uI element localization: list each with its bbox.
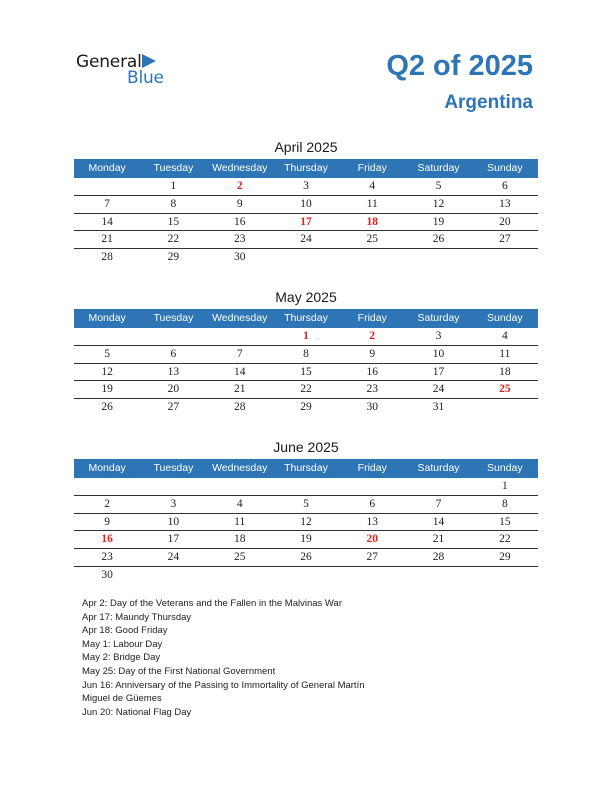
holiday-note: Apr 17: Maundy Thursday bbox=[82, 611, 192, 623]
day-cell: 20 bbox=[366, 533, 379, 546]
day-cell: 21 bbox=[233, 383, 246, 396]
day-cell: 3 bbox=[435, 330, 442, 342]
week-row bbox=[74, 381, 538, 399]
day-cell: 29 bbox=[300, 401, 312, 414]
week-row bbox=[74, 231, 538, 249]
day-cell: 15 bbox=[300, 365, 312, 378]
empty-day-cell bbox=[207, 328, 273, 345]
empty-day-cell bbox=[273, 249, 339, 266]
month-title: June 2025 bbox=[273, 439, 339, 455]
day-cell: 24 bbox=[432, 383, 445, 396]
weekday-header: Monday bbox=[88, 162, 126, 174]
holiday-note: May 2: Bridge Day bbox=[82, 652, 161, 664]
empty-day-cell bbox=[140, 567, 206, 584]
day-cell: 15 bbox=[167, 215, 180, 228]
day-cell: 12 bbox=[300, 515, 312, 528]
empty-day-cell bbox=[140, 478, 206, 495]
day-cell: 10 bbox=[167, 515, 180, 528]
empty-day-cell bbox=[74, 478, 140, 495]
brand-logo bbox=[76, 52, 176, 92]
weekday-header: Monday bbox=[88, 312, 126, 324]
day-cell: 22 bbox=[300, 383, 312, 396]
day-cell: 8 bbox=[303, 347, 309, 360]
week-row bbox=[74, 549, 538, 567]
day-cell: 18 bbox=[499, 365, 511, 378]
day-cell: 3 bbox=[303, 180, 309, 192]
holiday-note: May 1: Labour Day bbox=[82, 638, 163, 650]
weekday-header: Wednesday bbox=[212, 462, 268, 474]
weekday-header-row bbox=[74, 459, 538, 478]
day-cell: 16 bbox=[233, 215, 246, 228]
day-cell: 7 bbox=[104, 197, 111, 210]
month-title: May 2025 bbox=[275, 289, 337, 305]
day-cell: 22 bbox=[167, 233, 180, 246]
day-cell: 23 bbox=[101, 551, 113, 564]
month-title: April 2025 bbox=[274, 139, 338, 155]
day-cell: 24 bbox=[300, 233, 312, 246]
day-cell: 10 bbox=[300, 197, 312, 210]
empty-day-cell bbox=[273, 478, 339, 495]
day-cell: 19 bbox=[300, 533, 312, 546]
day-cell: 7 bbox=[435, 497, 442, 510]
day-cell: 5 bbox=[303, 497, 309, 510]
day-cell: 7 bbox=[236, 347, 243, 360]
day-cell: 9 bbox=[104, 515, 111, 528]
logo-text-blue: Blue bbox=[127, 68, 164, 88]
weekday-header: Tuesday bbox=[153, 312, 194, 324]
day-cell: 2 bbox=[104, 497, 111, 510]
day-cell: 29 bbox=[167, 251, 180, 264]
empty-day-cell bbox=[405, 567, 471, 584]
day-cell: 19 bbox=[101, 383, 113, 396]
day-cell: 12 bbox=[432, 197, 445, 210]
day-cell: 1 bbox=[501, 480, 508, 492]
day-cell: 27 bbox=[366, 551, 379, 564]
country-name: Argentina bbox=[444, 92, 533, 113]
day-cell: 14 bbox=[101, 215, 113, 228]
day-cell: 16 bbox=[101, 533, 113, 546]
empty-day-cell bbox=[339, 249, 405, 266]
holiday-note: Jun 16: Anniversary of the Passing to Immortality of General Martín bbox=[82, 679, 365, 691]
day-cell: 17 bbox=[167, 533, 180, 546]
day-cell: 8 bbox=[501, 497, 508, 510]
day-cell: 1 bbox=[170, 180, 177, 192]
empty-day-cell bbox=[74, 178, 140, 195]
week-row bbox=[74, 399, 538, 416]
weekday-header: Sunday bbox=[487, 462, 523, 474]
empty-day-cell bbox=[405, 478, 471, 495]
day-cell: 14 bbox=[432, 515, 445, 528]
logo-text-general: General bbox=[76, 52, 142, 72]
day-cell: 5 bbox=[435, 180, 442, 192]
weekday-header: Saturday bbox=[417, 312, 460, 324]
page-title: Q2 of 2025 bbox=[386, 50, 533, 82]
month-calendar-april bbox=[74, 137, 538, 266]
day-cell: 20 bbox=[499, 215, 511, 228]
empty-day-cell bbox=[273, 567, 339, 584]
day-cell: 30 bbox=[233, 251, 246, 264]
empty-day-cell bbox=[472, 567, 538, 584]
weekday-header: Wednesday bbox=[212, 312, 268, 324]
empty-day-cell bbox=[74, 328, 140, 345]
day-cell: 26 bbox=[432, 233, 445, 246]
day-cell: 30 bbox=[101, 568, 113, 581]
empty-day-cell bbox=[339, 567, 405, 584]
day-cell: 6 bbox=[170, 347, 177, 360]
week-row bbox=[74, 531, 538, 549]
day-cell: 26 bbox=[101, 401, 113, 414]
day-cell: 22 bbox=[499, 533, 511, 546]
day-cell: 6 bbox=[369, 497, 376, 510]
day-cell: 15 bbox=[499, 515, 511, 528]
day-cell: 4 bbox=[501, 330, 508, 342]
day-cell: 26 bbox=[300, 551, 312, 564]
week-row bbox=[74, 364, 538, 382]
day-cell: 11 bbox=[234, 515, 246, 528]
week-row bbox=[74, 496, 538, 514]
day-cell: 13 bbox=[499, 197, 511, 210]
day-cell: 28 bbox=[233, 401, 246, 414]
weekday-header: Sunday bbox=[487, 162, 523, 174]
weekday-header: Saturday bbox=[417, 462, 460, 474]
weekday-header: Wednesday bbox=[212, 162, 268, 174]
day-cell: 2 bbox=[236, 180, 243, 192]
day-cell: 23 bbox=[233, 233, 246, 246]
empty-day-cell bbox=[472, 249, 538, 266]
empty-day-cell bbox=[207, 567, 273, 584]
week-row bbox=[74, 328, 538, 346]
holiday-note: May 25: Day of the First National Government bbox=[82, 665, 276, 677]
weekday-header: Friday bbox=[357, 462, 387, 474]
month-calendar-june bbox=[74, 437, 538, 584]
weekday-header: Sunday bbox=[487, 312, 523, 324]
weekday-header: Thursday bbox=[284, 462, 328, 474]
day-cell: 1 bbox=[303, 330, 309, 342]
day-cell: 23 bbox=[366, 383, 379, 396]
day-cell: 10 bbox=[432, 347, 445, 360]
day-cell: 12 bbox=[101, 365, 113, 378]
week-row bbox=[74, 249, 538, 266]
weekday-header: Thursday bbox=[284, 162, 328, 174]
day-cell: 19 bbox=[432, 215, 445, 228]
week-row bbox=[74, 478, 538, 496]
weekday-header: Tuesday bbox=[153, 162, 194, 174]
day-cell: 4 bbox=[236, 497, 243, 510]
empty-day-cell bbox=[405, 249, 471, 266]
week-row bbox=[74, 178, 538, 196]
day-cell: 25 bbox=[499, 383, 511, 396]
weekday-header: Friday bbox=[357, 162, 387, 174]
day-cell: 21 bbox=[101, 233, 113, 246]
weekday-header: Tuesday bbox=[153, 462, 194, 474]
flag-icon bbox=[142, 54, 156, 68]
week-row bbox=[74, 567, 538, 584]
day-cell: 25 bbox=[366, 233, 379, 246]
day-cell: 25 bbox=[233, 551, 246, 564]
day-cell: 3 bbox=[170, 497, 177, 510]
day-cell: 6 bbox=[501, 180, 508, 192]
empty-day-cell bbox=[472, 399, 538, 416]
weekday-header: Thursday bbox=[284, 312, 328, 324]
day-cell: 9 bbox=[236, 197, 243, 210]
day-cell: 4 bbox=[369, 180, 376, 192]
day-cell: 14 bbox=[233, 365, 246, 378]
weekday-header: Friday bbox=[357, 312, 387, 324]
day-cell: 17 bbox=[300, 215, 312, 228]
day-cell: 13 bbox=[167, 365, 180, 378]
week-row bbox=[74, 214, 538, 232]
day-cell: 31 bbox=[432, 401, 445, 414]
week-row bbox=[74, 196, 538, 214]
empty-day-cell bbox=[339, 478, 405, 495]
holiday-notes bbox=[82, 597, 365, 719]
day-cell: 17 bbox=[432, 365, 445, 378]
day-cell: 9 bbox=[369, 347, 376, 360]
day-cell: 24 bbox=[167, 551, 180, 564]
day-cell: 28 bbox=[432, 551, 445, 564]
day-cell: 18 bbox=[233, 533, 246, 546]
day-cell: 27 bbox=[499, 233, 511, 246]
day-cell: 21 bbox=[432, 533, 445, 546]
weekday-header-row bbox=[74, 309, 538, 328]
weekday-header: Saturday bbox=[417, 162, 460, 174]
day-cell: 16 bbox=[366, 365, 379, 378]
day-cell: 27 bbox=[167, 401, 180, 414]
day-cell: 28 bbox=[101, 251, 113, 264]
holiday-note: Apr 2: Day of the Veterans and the Fallen in the Malvinas War bbox=[82, 598, 342, 609]
week-row bbox=[74, 514, 538, 532]
weekday-header-row bbox=[74, 159, 538, 178]
day-cell: 18 bbox=[366, 215, 379, 228]
day-cell: 13 bbox=[366, 515, 379, 528]
month-calendar-may bbox=[74, 287, 538, 416]
empty-day-cell bbox=[207, 478, 273, 495]
day-cell: 11 bbox=[366, 197, 378, 210]
day-cell: 8 bbox=[170, 197, 177, 210]
holiday-note: Jun 20: National Flag Day bbox=[82, 706, 192, 718]
empty-day-cell bbox=[140, 328, 206, 345]
day-cell: 2 bbox=[369, 330, 376, 342]
week-row bbox=[74, 346, 538, 364]
weekday-header: Monday bbox=[88, 462, 126, 474]
holiday-note: Apr 18: Good Friday bbox=[82, 625, 168, 637]
day-cell: 20 bbox=[167, 383, 180, 396]
day-cell: 29 bbox=[499, 551, 511, 564]
day-cell: 5 bbox=[104, 347, 111, 360]
holiday-note: Miguel de Güemes bbox=[82, 693, 162, 705]
day-cell: 30 bbox=[366, 401, 379, 414]
day-cell: 11 bbox=[499, 347, 511, 360]
